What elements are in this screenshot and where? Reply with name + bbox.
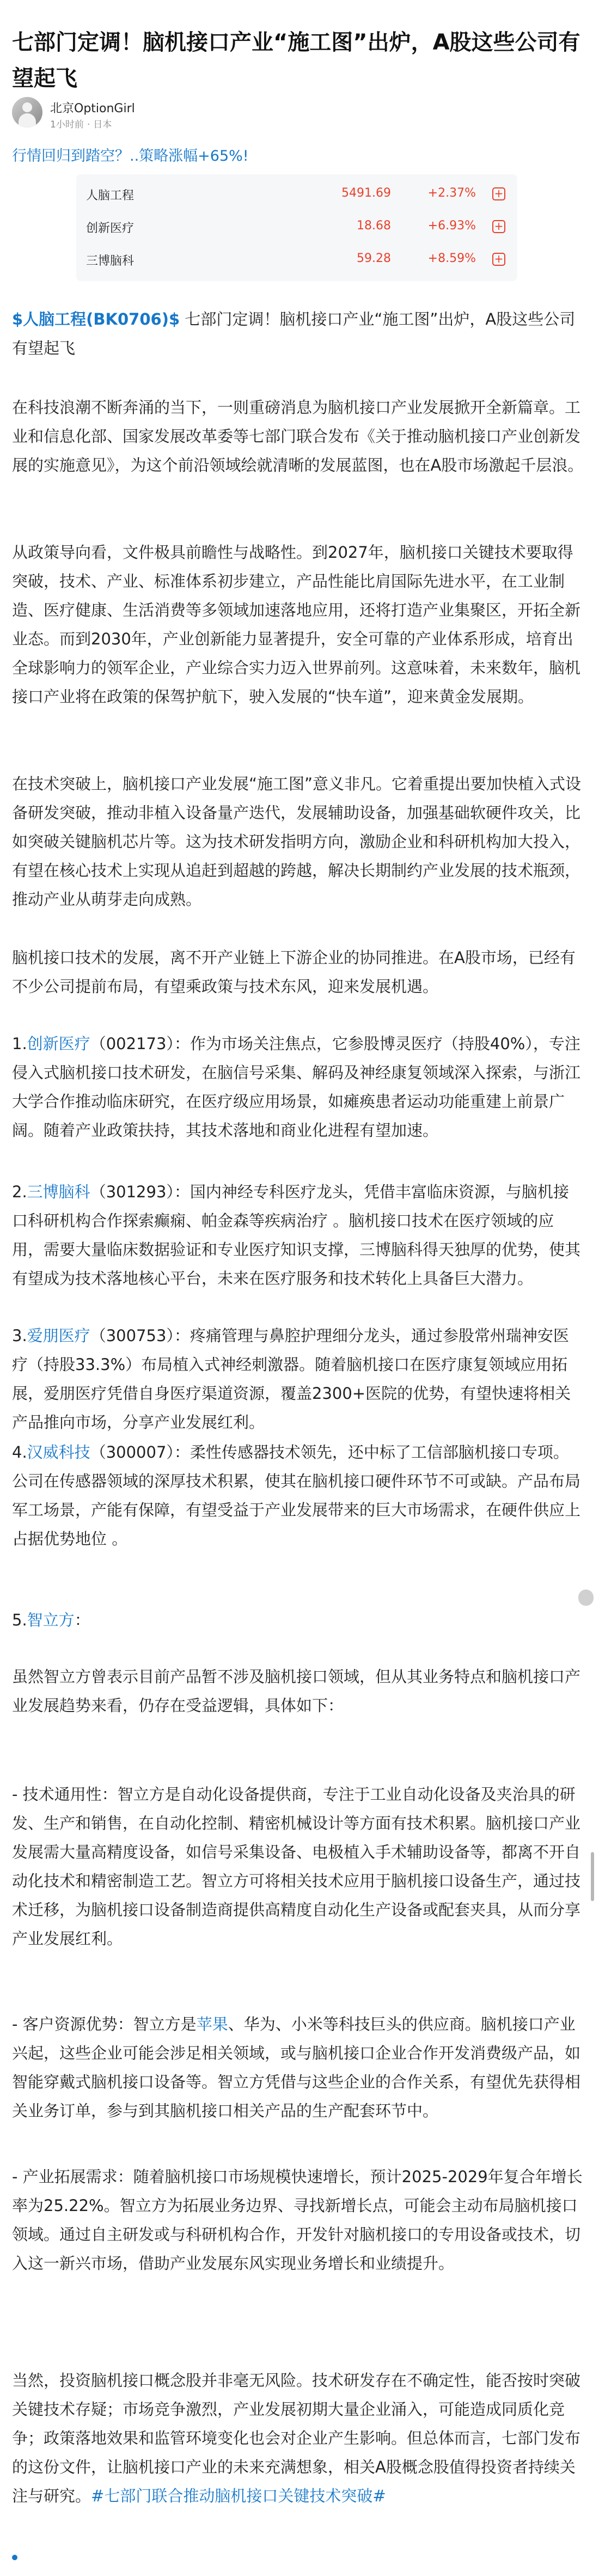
quote-row[interactable]	[76, 179, 517, 211]
company-number: 4.	[12, 1443, 27, 1461]
hashtag-link[interactable]: #七部门联合推动脑机接口关键技术突破#	[91, 2487, 386, 2505]
author-meta	[50, 117, 112, 130]
lead-text: 七部门定调！脑机接口产业“施工图”出炉，A股这些公司有望起飞	[12, 310, 576, 357]
company-text: ：	[74, 1611, 90, 1629]
company-item	[12, 1438, 584, 1554]
promo-link[interactable]: 行情回归到踏空？..策略涨幅+65%!	[12, 148, 249, 165]
company-item	[12, 1606, 584, 1635]
company-number: 5.	[12, 1611, 27, 1629]
stock-link[interactable]: 苹果	[196, 2015, 228, 2033]
article-title: 七部门定调！脑机接口产业“施工图”出炉，A股这些公司有望起飞	[12, 29, 580, 91]
company-number: 1.	[12, 1034, 27, 1053]
company-item	[12, 1030, 584, 1145]
floating-scroll-handle[interactable]	[578, 1590, 594, 1606]
company-text: （300007）：柔性传感器技术领先，还中标了工信部脑机接口专项。公司在传感器领域的深厚技术积累，使其在脑机接口硬件环节不可或缺。产品布局军工场景，产能有保障，有望受益于产业发展带来的巨大市场需求，在硬件供应上占据优势地位 。	[12, 1443, 581, 1548]
quote-name: 创新医疗	[86, 222, 135, 235]
quote-name: 人脑工程	[86, 189, 135, 203]
add-watchlist-icon[interactable]: +	[492, 253, 505, 266]
paragraph	[12, 2010, 584, 2126]
avatar-body-shape	[19, 113, 36, 127]
quote-card	[76, 174, 517, 281]
quote-price: 18.68	[357, 219, 391, 233]
scrollbar-thumb[interactable]	[591, 1852, 594, 1901]
paragraph: 从政策导向看，文件极具前瞻性与战略性。到2027年，脑机接口关键技术要取得突破，技术、产业、标准体系初步建立，产品性能比肩国际先进水平，在工业制造、医疗健康、生活消费等多领域加速落地应用，还将打造产业集聚区，开拓全新业态。而到2030年，产业创新能力显著提升，安全可靠的产业体系形成，培育出全球影响力的领军企业，产业综合实力迈入世界前列。这意味着，未来数年，脑机接口产业将在政策的保驾护航下，驶入发展的“快车道”，迎来黄金发展期。	[12, 543, 581, 706]
company-link[interactable]: 爱朋医疗	[27, 1326, 90, 1345]
company-item	[12, 1178, 584, 1293]
post-time: 1小时前	[50, 119, 84, 130]
paragraph: 在技术突破上，脑机接口产业发展“施工图”意义非凡。它着重提出要加快植入式设备研发突破，推动非植入设备量产迭代，发展辅助设备，加强基础软硬件攻关，比如突破关键脑机芯片等。这为技术研发指明方向，激励企业和科研机构加大投入，有望在核心技术上实现从追赶到超越的跨越，解决长期制约产业发展的技术瓶颈，推动产业从萌芽走向成熟。	[12, 775, 582, 909]
avatar-head-shape	[22, 102, 32, 112]
paragraph-text: 、华为、小米等科技巨头的供应商。脑机接口产业兴起，这些企业可能会涉足相关领域，或与脑机接口企业合作开发消费级产品，如智能穿戴式脑机接口设备等。智立方凭借与这些企业的合作关系，有望优先获得相关业务订单，参与到其脑机接口相关产品的生产配套环节中。	[12, 2015, 581, 2120]
quote-name: 三博脑科	[86, 254, 135, 268]
paragraph: 虽然智立方曾表示目前产品暂不涉及脑机接口领域，但从其业务特点和脑机接口产业发展趋势来看，仍存在受益逻辑，具体如下：	[12, 1667, 581, 1715]
paragraph: - 产业拓展需求：随着脑机接口市场规模快速增长，预计2025-2029年复合年增长率为25.22%。智立方为拓展业务边界、寻找新增长点，可能会主动布局脑机接口领域。通过自主研发或与科研机构合作，开发针对脑机接口的专用设备或技术，切入这一新兴市场，借助产业发展东风实现业务增长和业绩提升。	[12, 2167, 583, 2273]
company-number: 3.	[12, 1326, 27, 1345]
author-bar[interactable]	[12, 97, 339, 131]
quote-price: 5491.69	[341, 186, 391, 200]
post-region: 日本	[93, 119, 112, 130]
quote-change: +8.59%	[427, 252, 476, 265]
company-item	[12, 1322, 584, 1437]
bottom-indicator-dot	[12, 2555, 17, 2560]
quote-row[interactable]	[76, 211, 517, 244]
paragraph-text: 当然，投资脑机接口概念股并非毫无风险。技术研发存在不确定性，能否按时突破关键技术存疑；市场竞争激烈，产业发展初期大量企业涌入，可能造成同质化竞争；政策落地效果和监管环境变化也会对企业产生影响。但总体而言，七部门发布的这份文件，让脑机接口产业的未来充满想象，相关A股概念股值得投资者持续关注与研究。	[12, 2371, 581, 2505]
paragraph	[12, 2366, 584, 2511]
company-link[interactable]: 汉威科技	[27, 1443, 90, 1461]
meta-separator-dot: ·	[87, 119, 90, 130]
add-watchlist-icon[interactable]: +	[492, 187, 505, 200]
quote-change: +6.93%	[427, 219, 476, 233]
article-lead	[12, 305, 584, 363]
author-name[interactable]: 北京OptionGirl	[50, 102, 135, 115]
company-link[interactable]: 创新医疗	[27, 1034, 90, 1053]
avatar[interactable]	[12, 97, 42, 127]
paragraph: - 技术通用性：智立方是自动化设备提供商，专注于工业自动化设备及夹治具的研发、生产和销售，在自动化控制、精密机械设计等方面有技术积累。脑机接口产业发展需大量高精度设备，如信号采集设备、电极植入手术辅助设备等，都离不开自动化技术和精密制造工艺。智立方可将相关技术应用于脑机接口设备生产，通过技术迁移，为脑机接口设备制造商提供高精度自动化生产设备或配套夹具，从而分享产业发展红利。	[12, 1785, 581, 1948]
company-link[interactable]: 智立方	[27, 1611, 75, 1629]
company-text: （301293）：国内神经专科医疗龙头，凭借丰富临床资源，与脑机接口科研机构合作探索癫痫、帕金森等疾病治疗 。脑机接口技术在医疗领域的应用，需要大量临床数据验证和专业医疗知识支撑，三博脑科得天独厚的优势，使其有望成为技术落地核心平台，未来在医疗服务和技术转化上具备巨大潜力。	[12, 1183, 581, 1288]
paragraph: 在科技浪潮不断奔涌的当下，一则重磅消息为脑机接口产业发展掀开全新篇章。工业和信息化部、国家发展改革委等七部门联合发布《关于推动脑机接口产业创新发展的实施意见》，为这个前沿领域绘就清晰的发展蓝图，也在A股市场激起千层浪。	[12, 398, 584, 474]
quote-price: 59.28	[357, 252, 391, 265]
quote-change: +2.37%	[427, 186, 476, 200]
stock-tag-link[interactable]: $人脑工程(BK0706)$	[12, 310, 180, 328]
company-text: （300753）：疼痛管理与鼻腔护理细分龙头，通过参股常州瑞神安医疗（持股33.3%）布局植入式神经刺激器。随着脑机接口在医疗康复领域应用拓展，爱朋医疗凭借自身医疗渠道资源，覆盖2300+医院的优势，有望快速将相关产品推向市场，分享产业发展红利。	[12, 1326, 571, 1432]
paragraph: 脑机接口技术的发展，离不开产业链上下游企业的协同推进。在A股市场，已经有不少公司提前布局，有望乘政策与技术东风，迎来发展机遇。	[12, 948, 576, 996]
company-number: 2.	[12, 1183, 27, 1201]
quote-row[interactable]	[76, 244, 517, 277]
company-text: （002173）：作为市场关注焦点，它参股博灵医疗（持股40%），专注侵入式脑机接口技术研发，在脑信号采集、解码及神经康复领域深入探索，与浙江大学合作推动临床研究，在医疗级应用场景，如瘫痪患者运动功能重建上前景广阔。随着产业政策扶持，其技术落地和商业化进程有望加速。	[12, 1034, 581, 1140]
add-watchlist-icon[interactable]: +	[492, 220, 505, 233]
paragraph-text: - 客户资源优势：智立方是	[12, 2015, 197, 2033]
company-link[interactable]: 三博脑科	[27, 1183, 90, 1201]
